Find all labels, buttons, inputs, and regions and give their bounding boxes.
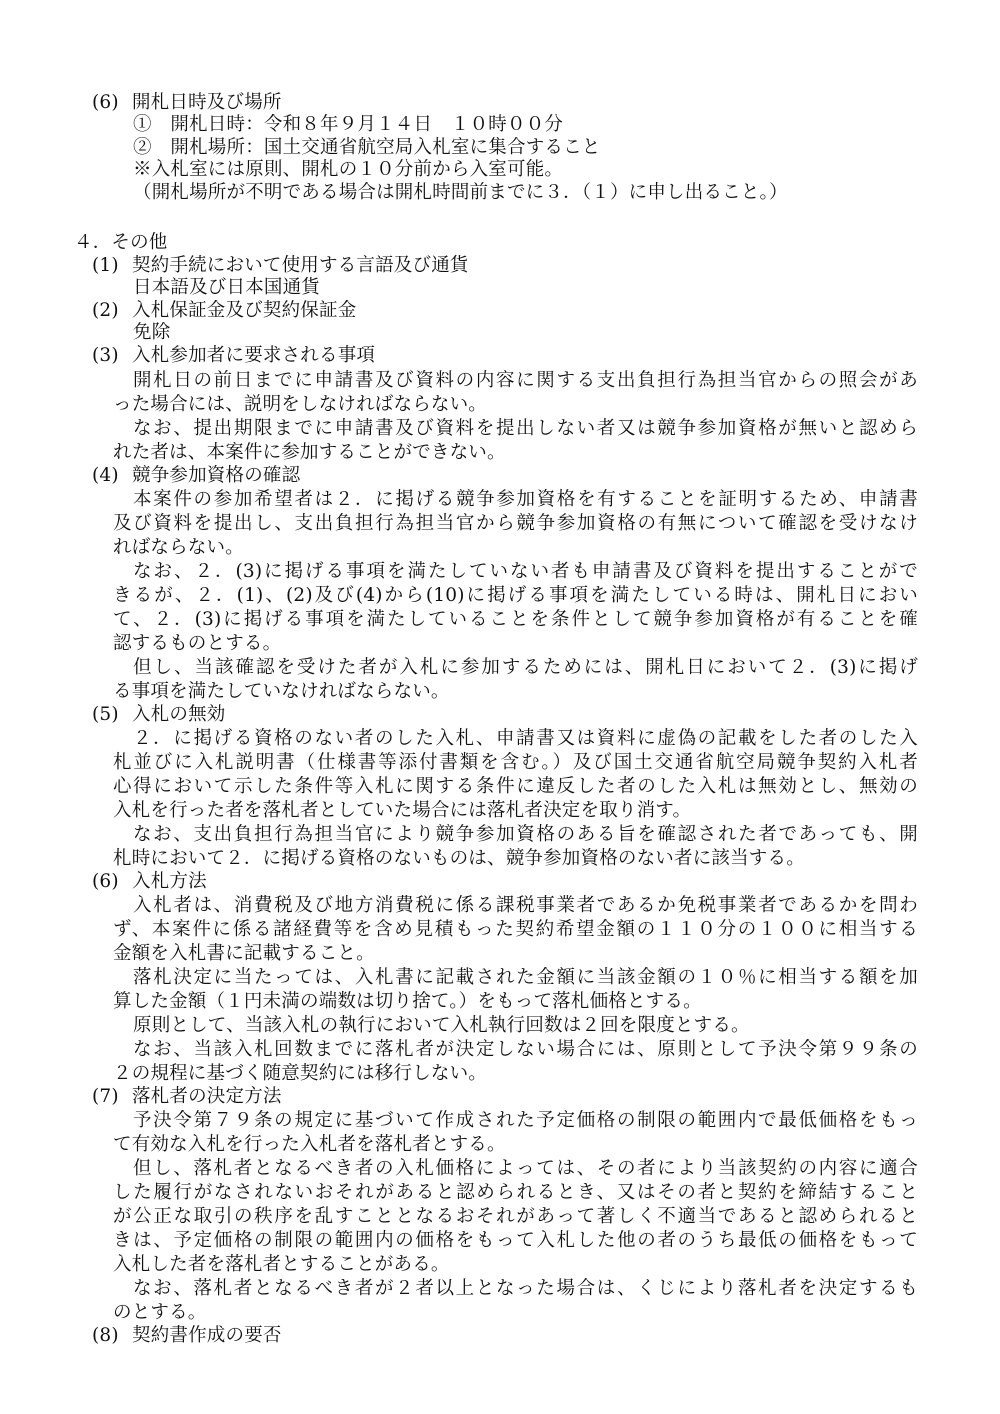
item-title: 入札方法 (132, 871, 207, 892)
paragraph-line: った場合には、説明をしなければならない。 (113, 394, 488, 415)
paragraph-line: 心得において示した条件等入札に関する条件に違反した者のした入札は無効とし、無効の (113, 776, 918, 797)
paragraph-line: なお、提出期限までに申請書及び資料を提出しない者又は競争参加資格が無いと認めら (133, 418, 918, 439)
item-heading (92, 91, 282, 114)
item-number: (8) (92, 1325, 119, 1346)
paragraph-line: なお、支出負担行為担当官により競争参加資格のある旨を確認された者であっても、開 (133, 824, 918, 845)
item-title: 契約手続において使用する言語及び通貨 (132, 255, 469, 276)
item-number: (7) (92, 1086, 119, 1107)
item-heading (92, 1324, 282, 1347)
item-heading (92, 1085, 282, 1108)
paragraph-line: 認するものとする。 (113, 633, 282, 654)
item-heading (92, 299, 356, 322)
paragraph-line: 免除 (133, 322, 171, 343)
paragraph-line: て、２．(3)に掲げる事項を満たしていることを条件として競争参加資格が有ることを確 (113, 609, 918, 630)
paragraph-line: る事項を満たしていなければならない。 (113, 681, 450, 702)
paragraph-line: ２の規程に基づく随意契約には移行しない。 (113, 1063, 488, 1084)
paragraph-line: て有効な入札を行った入札者を落札者とする。 (113, 1134, 506, 1155)
section-heading: ４．その他 (74, 232, 168, 253)
paragraph-line: 入札を行った者を落札者としていた場合には落札者決定を取り消す。 (113, 800, 692, 821)
item-title: 競争参加資格の確認 (132, 465, 301, 486)
paragraph-line: なお、落札者となるべき者が２者以上となった場合は、くじにより落札者を決定するも (133, 1278, 918, 1299)
paragraph-line: 入札した者を落札者とすることがある。 (113, 1254, 450, 1275)
paragraph-line: 本案件の参加希望者は２．に掲げる競争参加資格を有することを証明するため、申請書 (133, 489, 918, 510)
paragraph-line: （開札場所が不明である場合は開札時間前までに３．（１）に申し出ること。） (133, 182, 788, 203)
paragraph-line: 日本語及び日本国通貨 (133, 277, 321, 298)
item-number: (2) (92, 300, 119, 321)
paragraph-line: ればならない。 (113, 537, 244, 558)
item-heading (92, 254, 469, 277)
item-heading (92, 870, 207, 893)
paragraph-line: 札時において２．に掲げる資格のないものは、競争参加資格のない者に該当する。 (113, 848, 805, 869)
paragraph-line: 原則として、当該入札の執行において入札執行回数は２回を限度とする。 (133, 1015, 750, 1036)
paragraph-line: 札並びに入札説明書（仕様書等添付書類を含む。）及び国土交通省航空局競争契約入札者 (113, 752, 918, 773)
item-title: 入札参加者に要求される事項 (132, 345, 376, 366)
item-number: (6) (92, 871, 119, 892)
paragraph-line: れた者は、本案件に参加することができない。 (113, 442, 506, 463)
item-number: (4) (92, 465, 119, 486)
paragraph-line: きるが、２．(1)、(2)及び(4)から(10)に掲げる事項を満たしている時は、開札日におい (113, 585, 918, 606)
paragraph-line: 金額を入札書に記載すること。 (113, 943, 375, 964)
paragraph-line: した履行がなされないおそれがあると認められるとき、又はその者と契約を締結すること (113, 1182, 918, 1203)
item-number: (6) (92, 92, 119, 113)
item-title: 落札者の決定方法 (132, 1086, 282, 1107)
paragraph-line: ２．に掲げる資格のない者のした入札、申請書又は資料に虚偽の記載をした者のした入 (133, 728, 918, 749)
paragraph-line: 入札者は、消費税及び地方消費税に係る課税事業者であるか免税事業者であるかを問わ (133, 895, 918, 916)
paragraph-line: が公正な取引の秩序を乱すこととなるおそれがあって著しく不適当であると認められると (113, 1206, 918, 1227)
item-number: (1) (92, 255, 119, 276)
item-number: (5) (92, 704, 119, 725)
paragraph-line: きは、予定価格の制限の範囲内の価格をもって入札した他の者のうち最低の価格をもって (113, 1230, 918, 1251)
paragraph-line: ② 開札場所：国土交通省航空局入札室に集合すること (133, 137, 601, 158)
paragraph-line: 落札決定に当たっては、入札書に記載された金額に当該金額の１０％に相当する額を加 (133, 967, 918, 988)
item-heading (92, 344, 375, 367)
paragraph-line: のとする。 (113, 1302, 207, 1323)
paragraph-line: なお、２．(3)に掲げる事項を満たしていない者も申請書及び資料を提出することがで (133, 561, 918, 582)
item-title: 入札の無効 (132, 704, 226, 725)
paragraph-line: 開札日の前日までに申請書及び資料の内容に関する支出負担行為担当官からの照会があ (133, 370, 918, 391)
item-number: (3) (92, 345, 119, 366)
item-title: 契約書作成の要否 (132, 1325, 282, 1346)
paragraph-line: 予決令第７９条の規定に基づいて作成された予定価格の制限の範囲内で最低価格をもっ (133, 1110, 918, 1131)
paragraph-line: 算した金額（１円未満の端数は切り捨て。）をもって落札価格とする。 (113, 991, 702, 1012)
item-title: 開札日時及び場所 (132, 92, 282, 113)
paragraph-line: 但し、当該確認を受けた者が入札に参加するためには、開札日において２．(3)に掲げ (133, 657, 918, 678)
paragraph-line: 但し、落札者となるべき者の入札価格によっては、その者により当該契約の内容に適合 (133, 1158, 918, 1179)
paragraph-line: ず、本案件に係る諸経費等を含め見積もった契約希望金額の１１０分の１００に相当する (113, 919, 918, 940)
paragraph-line: ※入札室には原則、開札の１０分前から入室可能。 (133, 159, 564, 180)
paragraph-line: なお、当該入札回数までに落札者が決定しない場合には、原則として予決令第９９条の (133, 1039, 918, 1060)
paragraph-line: 及び資料を提出し、支出負担行為担当官から競争参加資格の有無について確認を受けなけ (113, 513, 918, 534)
item-title: 入札保証金及び契約保証金 (132, 300, 357, 321)
item-heading (92, 464, 300, 487)
paragraph-line: ① 開札日時：令和８年９月１４日 １０時００分 (133, 114, 564, 135)
item-heading (92, 703, 226, 726)
